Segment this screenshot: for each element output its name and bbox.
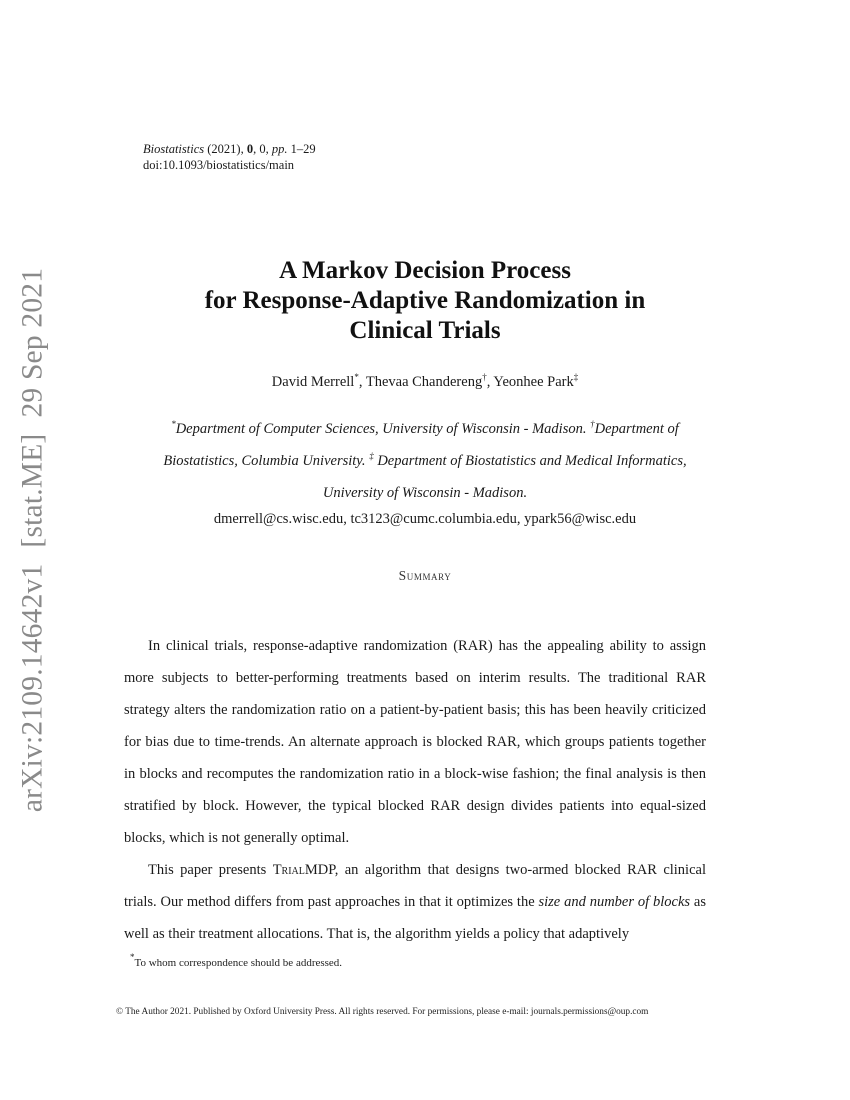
affiliation-mark: † xyxy=(590,419,595,429)
journal-header xyxy=(143,141,316,173)
affiliation-mark: ‡ xyxy=(369,451,374,461)
summary-heading: Summary xyxy=(398,568,452,583)
journal-citation xyxy=(143,141,316,157)
affiliation-mark: * xyxy=(171,419,176,429)
arxiv-id: arXiv:2109.14642v1 xyxy=(16,563,49,813)
affiliation-text: Department of Computer Sciences, University of Wisconsin - Madison. xyxy=(175,421,587,437)
emphasis-text: size and number of blocks xyxy=(538,894,691,910)
affiliations xyxy=(0,413,850,509)
footnote-text: To whom correspondence should be addressed. xyxy=(134,957,343,969)
author-name: David Merrell xyxy=(271,374,355,390)
method-name: MDP xyxy=(304,862,335,878)
author-separator: , xyxy=(486,374,494,390)
method-name-smallcaps: Trial xyxy=(272,862,305,878)
author-separator: , xyxy=(358,374,366,390)
author-name: Yeonhee Park xyxy=(493,374,574,390)
arxiv-category: [stat.ME] xyxy=(16,433,49,548)
summary-paragraph-2 xyxy=(124,854,706,950)
footnote-mark: * xyxy=(130,952,135,962)
pages-label: pp. xyxy=(271,142,288,156)
affiliation-text: Department of Biostatistics and Medical Informatics, xyxy=(373,453,687,469)
footnote xyxy=(130,952,343,969)
author-name: Thevaa Chandereng xyxy=(365,374,483,390)
affiliation-line-3: University of Wisconsin - Madison. xyxy=(322,485,528,501)
arxiv-date: 29 Sep 2021 xyxy=(16,267,49,418)
paragraph-text: , an algorithm that designs two-armed blocked RAR clinical trials. Our method differs from past approaches in that it optimizes the xyxy=(124,862,706,910)
summary-paragraph-1: In clinical trials, response-adaptive randomization (RAR) has the appealing ability to assign more subjects to better-performing treatments based on interim results. The traditional RAR strategy alters the randomization ratio on a patient-by-patient basis; this has been heavily criticized for bias due to time-trends. An alternate approach is blocked RAR, which groups patients together in blocks and recomputes the randomization ratio in a block-wise fashion; the final analysis is then stratified by block. However, the typical blocked RAR design divides patients into equal-sized blocks, which is not generally optimal. xyxy=(124,638,706,846)
affiliation-text: Biostatistics, Columbia University. xyxy=(163,453,366,469)
copyright-notice: © The Author 2021. Published by Oxford University Press. All rights reserved. For permissions, please e-mail: journals.permissions@oup.com xyxy=(116,1007,649,1017)
affiliation-text: Department of xyxy=(594,421,679,437)
author-list xyxy=(0,374,850,391)
title-line-2: for Response-Adaptive Randomization in xyxy=(204,287,646,314)
affiliation-line-1 xyxy=(0,413,850,445)
title-line-1: A Markov Decision Process xyxy=(279,257,571,284)
author-mark: † xyxy=(482,372,487,382)
journal-doi: doi:10.1093/biostatistics/main xyxy=(143,158,295,172)
affiliation-line-2 xyxy=(0,445,850,477)
author-emails: dmerrell@cs.wisc.edu, tc3123@cumc.columbia.edu, ypark56@wisc.edu xyxy=(213,511,637,527)
journal-issue: , 0, xyxy=(253,142,269,156)
journal-year: (2021), xyxy=(207,142,244,156)
author-mark: ‡ xyxy=(573,372,579,382)
author-mark: * xyxy=(354,372,359,382)
journal-pages: 1–29 xyxy=(290,142,316,156)
title-line-3: Clinical Trials xyxy=(349,317,501,344)
summary-body xyxy=(124,630,706,950)
paper-title xyxy=(0,256,850,346)
paragraph-text: This paper presents xyxy=(148,862,273,878)
arxiv-stamp xyxy=(17,268,50,812)
paragraph-text: as well as their treatment allocations. That is, the algorithm yields a policy that adaptively xyxy=(124,894,706,942)
journal-name: Biostatistics xyxy=(143,142,205,156)
journal-volume: 0 xyxy=(246,142,254,156)
